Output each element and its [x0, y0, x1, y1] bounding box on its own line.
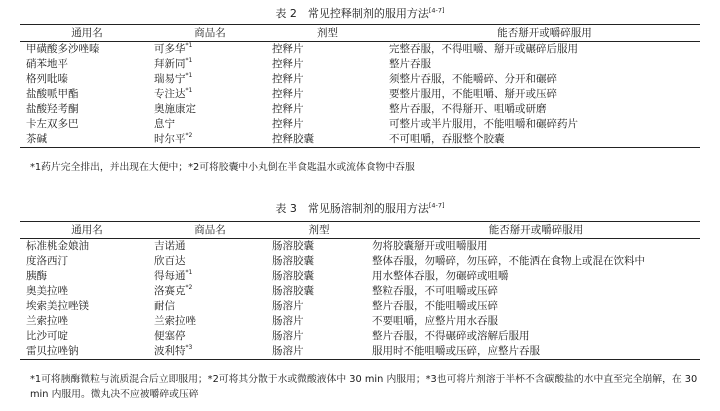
usage-method: 整粒吞服，不可咀嚼或压碎 — [372, 285, 498, 298]
generic-name: 卡左双多巴 — [26, 118, 79, 131]
table3-header: 剂型 — [266, 222, 366, 239]
dosage-form: 肠溶胶囊 — [272, 270, 314, 283]
dosage-form: 控释片 — [272, 73, 304, 86]
footnote-mark: *1 — [185, 57, 193, 65]
brand-cell — [148, 314, 266, 329]
table3-header: 通用名 — [20, 222, 148, 239]
usage-method: 完整吞服，不得咀嚼、掰开或碾碎后服用 — [389, 43, 578, 56]
brand-cell — [148, 239, 266, 255]
dosage-form: 肠溶片 — [272, 315, 304, 328]
usage-method: 整片吞服，不得掰开、咀嚼或研磨 — [389, 103, 547, 116]
table3 — [20, 221, 700, 360]
table2-header-row — [20, 25, 700, 42]
generic-name: 胰酶 — [26, 270, 47, 283]
dosage-form: 肠溶片 — [272, 330, 304, 343]
table-row — [20, 299, 700, 314]
table2-title — [0, 5, 720, 21]
table-row — [20, 284, 700, 299]
brand-name: 可多华 — [154, 43, 186, 56]
brand-name: 洛赛克 — [154, 285, 186, 298]
table3-header: 能否掰开或嚼碎服用 — [366, 222, 700, 239]
usage-method: 可整片或半片服用，不能咀嚼和碾碎药片 — [389, 118, 578, 131]
footnote-mark: *1 — [185, 42, 193, 50]
generic-name: 奥美拉唑 — [26, 285, 68, 298]
brand-cell — [148, 269, 266, 284]
brand-name: 息宁 — [154, 118, 175, 131]
usage-method: 整体吞服，勿嚼碎，勿压碎，不能洒在食物上或混在饮料中 — [372, 255, 645, 268]
table3-title-ref: [4-7] — [428, 201, 445, 210]
table2-header: 能否掰开或嚼碎服用 — [383, 25, 700, 42]
dosage-form: 控释片 — [272, 58, 304, 71]
generic-name: 格列吡嗪 — [26, 73, 68, 86]
usage-method: 用水整体吞服，勿碾碎或咀嚼 — [372, 270, 509, 283]
footnote-mark: *3 — [185, 344, 193, 352]
footnote-mark: *1 — [185, 72, 193, 80]
dosage-form: 控释片 — [272, 118, 304, 131]
usage-method: 不要咀嚼，应整片用水吞服 — [372, 315, 498, 328]
generic-name: 埃索美拉唑镁 — [26, 300, 89, 313]
generic-name: 硝苯地平 — [26, 58, 68, 71]
table3-header: 商品名 — [148, 222, 266, 239]
usage-method: 整片吞服，不能咀嚼或压碎 — [372, 300, 498, 313]
brand-cell — [148, 102, 266, 117]
table2-header: 商品名 — [148, 25, 266, 42]
brand-name: 便塞停 — [154, 330, 186, 343]
generic-name: 比沙可啶 — [26, 330, 68, 343]
table2-footnote: *1药片完全排出，并出现在大便中；*2可将胶囊中小丸倒在半食匙温水或流体食物中吞服 — [30, 162, 415, 173]
footnote-mark: *1 — [185, 87, 193, 95]
table-row — [20, 329, 700, 344]
usage-method: 勿将胶囊掰开或咀嚼服用 — [372, 240, 488, 253]
generic-name: 茶碱 — [20, 132, 148, 148]
usage-method: 整片吞服，不得碾碎或溶解后服用 — [372, 330, 530, 343]
brand-cell — [148, 299, 266, 314]
table-row — [20, 344, 700, 360]
usage-method: 不可咀嚼，吞服整个胶囊 — [383, 132, 700, 148]
brand-name: 奥施康定 — [154, 103, 196, 116]
brand-name: 得每通 — [154, 270, 186, 283]
brand-name: 专注达 — [154, 88, 186, 101]
brand-cell — [148, 57, 266, 72]
footnote-mark: *1 — [185, 269, 193, 277]
dosage-form: 肠溶胶囊 — [272, 240, 314, 253]
table-row — [20, 102, 700, 117]
usage-method: 服用时不能咀嚼或压碎，应整片吞服 — [366, 344, 700, 360]
brand-name: 兰索拉唑 — [154, 315, 196, 328]
dosage-form: 控释片 — [272, 43, 304, 56]
brand-cell — [148, 87, 266, 102]
usage-method: 要整片服用，不能咀嚼、掰开或压碎 — [389, 88, 557, 101]
usage-method: 须整片吞服，不能嚼碎、分开和碾碎 — [389, 73, 557, 86]
table-row — [20, 42, 700, 58]
brand-cell — [148, 254, 266, 269]
brand-cell — [148, 42, 266, 58]
table2 — [20, 24, 700, 148]
table-row — [20, 72, 700, 87]
brand-name: 吉诺通 — [154, 240, 186, 253]
table-row — [20, 239, 700, 255]
table3-footnote: *1可将胰酶微粒与流质混合后立即服用；*2可将其分散于水或微酸液体中 30 min 内服用；*3也可将片剂溶于半杯不含碳酸盐的水中直至完全崩解，在 30 min 内服用。微丸决不应被嚼碎或压碎 — [30, 374, 698, 400]
table-row — [20, 57, 700, 72]
brand-name: 欣百达 — [154, 255, 186, 268]
dosage-form: 肠溶片 — [272, 300, 304, 313]
generic-name: 兰索拉唑 — [26, 315, 68, 328]
dosage-form: 肠溶片 — [266, 344, 366, 360]
generic-name: 甲磺酸多沙唑嗪 — [26, 43, 100, 56]
brand-name: 时尔平 — [154, 133, 186, 146]
generic-name: 标准桃金娘油 — [26, 240, 89, 253]
brand-name: 拜新同 — [154, 58, 186, 71]
dosage-form: 肠溶胶囊 — [272, 255, 314, 268]
dosage-form: 控释胶囊 — [266, 132, 383, 148]
table-row — [20, 269, 700, 284]
brand-cell — [148, 284, 266, 299]
brand-cell — [148, 329, 266, 344]
generic-name: 盐酸哌甲酯 — [26, 88, 79, 101]
table2-header: 剂型 — [266, 25, 383, 42]
table3-title — [0, 200, 720, 216]
table-row — [20, 132, 700, 148]
table-row — [20, 254, 700, 269]
table2-header: 通用名 — [20, 25, 148, 42]
brand-cell — [148, 344, 266, 360]
brand-name: 瑞易宁 — [154, 73, 186, 86]
usage-method: 整片吞服 — [389, 58, 431, 71]
table-row — [20, 87, 700, 102]
table-row — [20, 117, 700, 132]
table2-title-ref: [4-7] — [428, 6, 445, 15]
brand-cell — [148, 117, 266, 132]
dosage-form: 控释片 — [272, 88, 304, 101]
brand-name: 耐信 — [154, 300, 175, 313]
brand-name: 波利特 — [154, 345, 186, 358]
generic-name: 度洛西汀 — [26, 255, 68, 268]
dosage-form: 肠溶胶囊 — [272, 285, 314, 298]
table3-header-row — [20, 222, 700, 239]
table3-title-text: 表 3 常见肠溶制剂的服用方法 — [275, 202, 429, 215]
generic-name: 雷贝拉唑钠 — [20, 344, 148, 360]
generic-name: 盐酸羟考酮 — [26, 103, 79, 116]
dosage-form: 控释片 — [272, 103, 304, 116]
table-row — [20, 314, 700, 329]
brand-cell — [148, 72, 266, 87]
footnote-mark: *2 — [185, 132, 193, 140]
brand-cell — [148, 132, 266, 148]
table2-title-text: 表 2 常见控释制剂的服用方法 — [275, 7, 429, 20]
footnote-mark: *2 — [185, 284, 193, 292]
